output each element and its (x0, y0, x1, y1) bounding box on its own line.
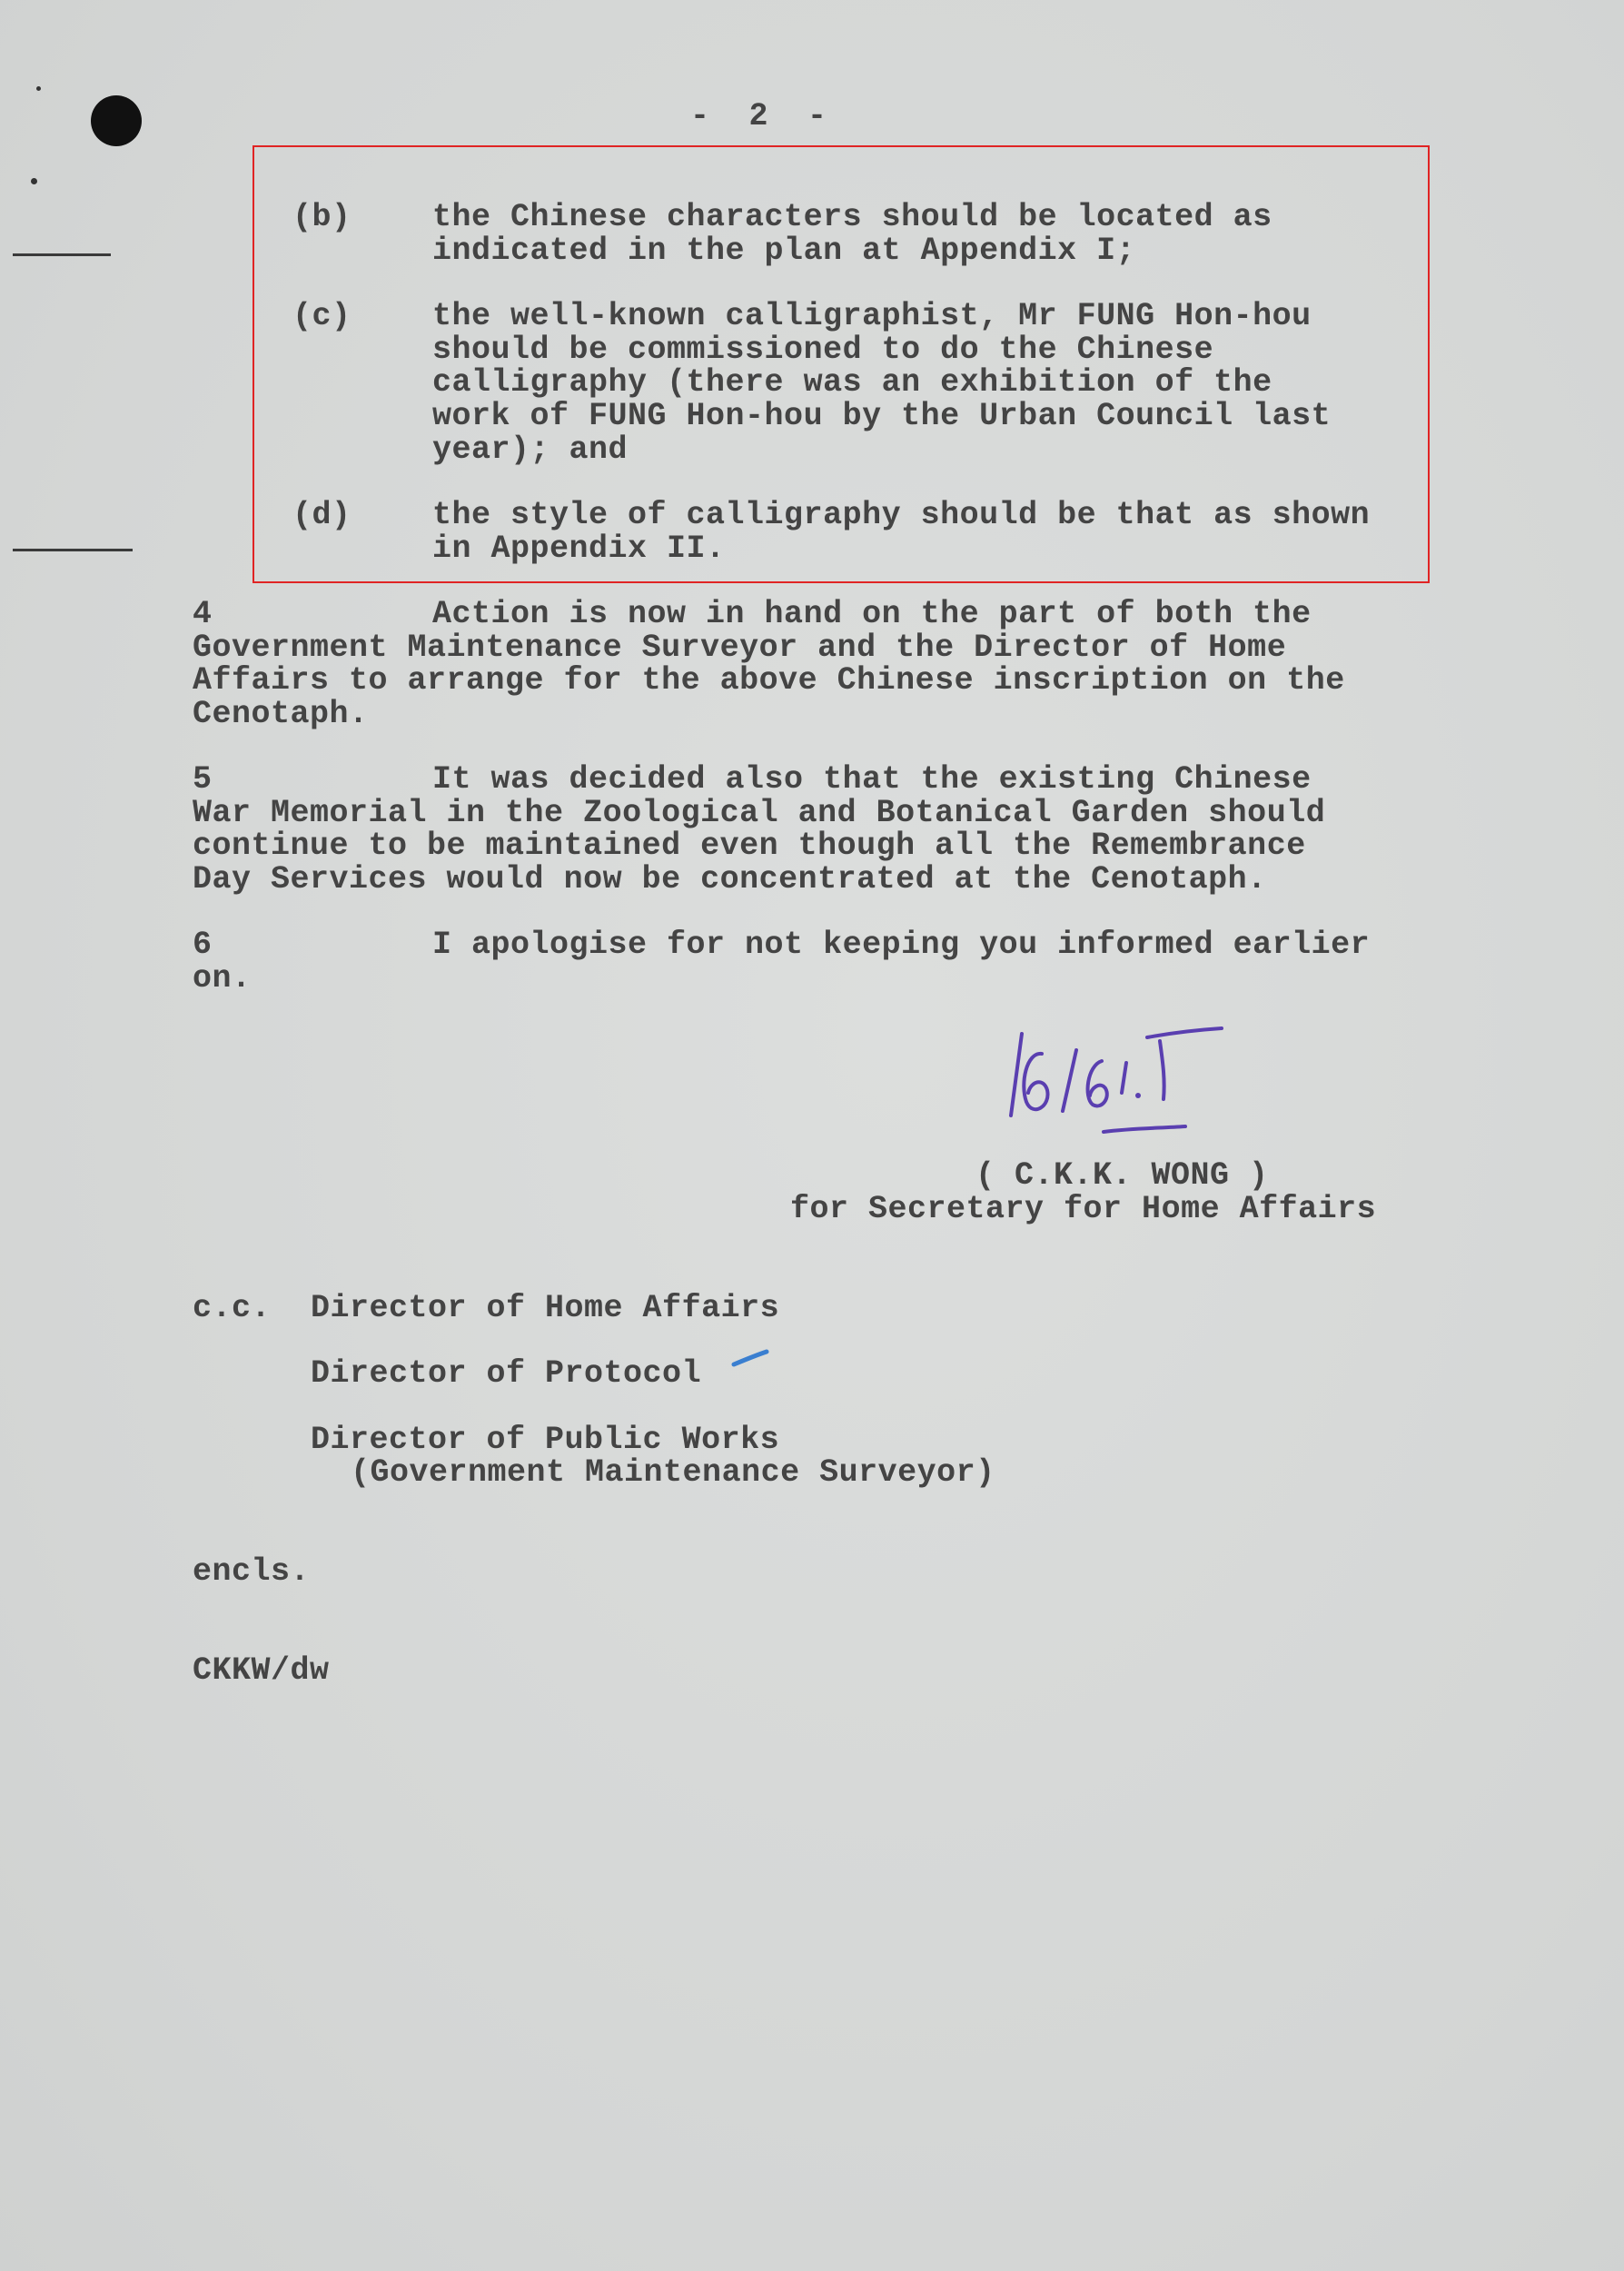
item-line: year); and (432, 431, 629, 468)
speck (31, 178, 37, 184)
item-label: (d) (292, 497, 352, 533)
signatory-name: ( C.K.K. WONG ) (975, 1157, 1269, 1194)
paragraph-line: Affairs to arrange for the above Chinese inscription on the (193, 662, 1345, 699)
item-line: the well-known calligraphist, Mr FUNG Hon-hou (432, 298, 1312, 334)
reference: CKKW/dw (193, 1652, 330, 1689)
pen-tick-mark (727, 1344, 772, 1372)
paragraph-line: continue to be maintained even though all the Remembrance (193, 828, 1306, 864)
item-line: indicated in the plan at Appendix I; (432, 233, 1136, 269)
speck (36, 86, 41, 91)
signatory-title: for Secretary for Home Affairs (790, 1191, 1377, 1227)
paragraph-line: I apologise for not keeping you informed earlier (432, 927, 1371, 963)
cc-label: c.c. (193, 1290, 272, 1326)
punch-hole (91, 95, 142, 146)
cc-recipient: Director of Protocol (311, 1355, 702, 1392)
item-line: calligraphy (there was an exhibition of the (432, 364, 1272, 401)
enclosures: encls. (193, 1553, 311, 1590)
margin-mark (13, 253, 111, 256)
item-line: in Appendix II. (432, 531, 726, 567)
paragraph-line: Action is now in hand on the part of both the (432, 596, 1312, 632)
paragraph-number: 4 (193, 596, 213, 632)
paragraph-line: Government Maintenance Surveyor and the Director of Home (193, 630, 1287, 666)
cc-sub-note: (Government Maintenance Surveyor) (351, 1454, 995, 1491)
cc-recipient: Director of Public Works (311, 1422, 780, 1458)
paragraph-number: 6 (193, 927, 213, 963)
margin-mark (13, 549, 133, 551)
paragraph-number: 5 (193, 761, 213, 798)
paragraph-line: War Memorial in the Zoological and Botanical Garden should (193, 795, 1326, 831)
page-number: - 2 - (690, 98, 827, 134)
paragraph-line: Day Services would now be concentrated at the Cenotaph. (193, 861, 1267, 897)
handwritten-signature (985, 1016, 1231, 1152)
item-line: should be commissioned to do the Chinese (432, 332, 1214, 368)
item-label: (b) (292, 199, 352, 235)
cc-recipient: Director of Home Affairs (311, 1290, 780, 1326)
paragraph-line: It was decided also that the existing Chinese (432, 761, 1312, 798)
item-label: (c) (292, 298, 352, 334)
paragraph-line: Cenotaph. (193, 696, 369, 732)
item-line: work of FUNG Hon-hou by the Urban Council last (432, 398, 1332, 434)
item-line: the style of calligraphy should be that as shown (432, 497, 1371, 533)
item-line: the Chinese characters should be located as (432, 199, 1272, 235)
paragraph-line: on. (193, 960, 252, 997)
